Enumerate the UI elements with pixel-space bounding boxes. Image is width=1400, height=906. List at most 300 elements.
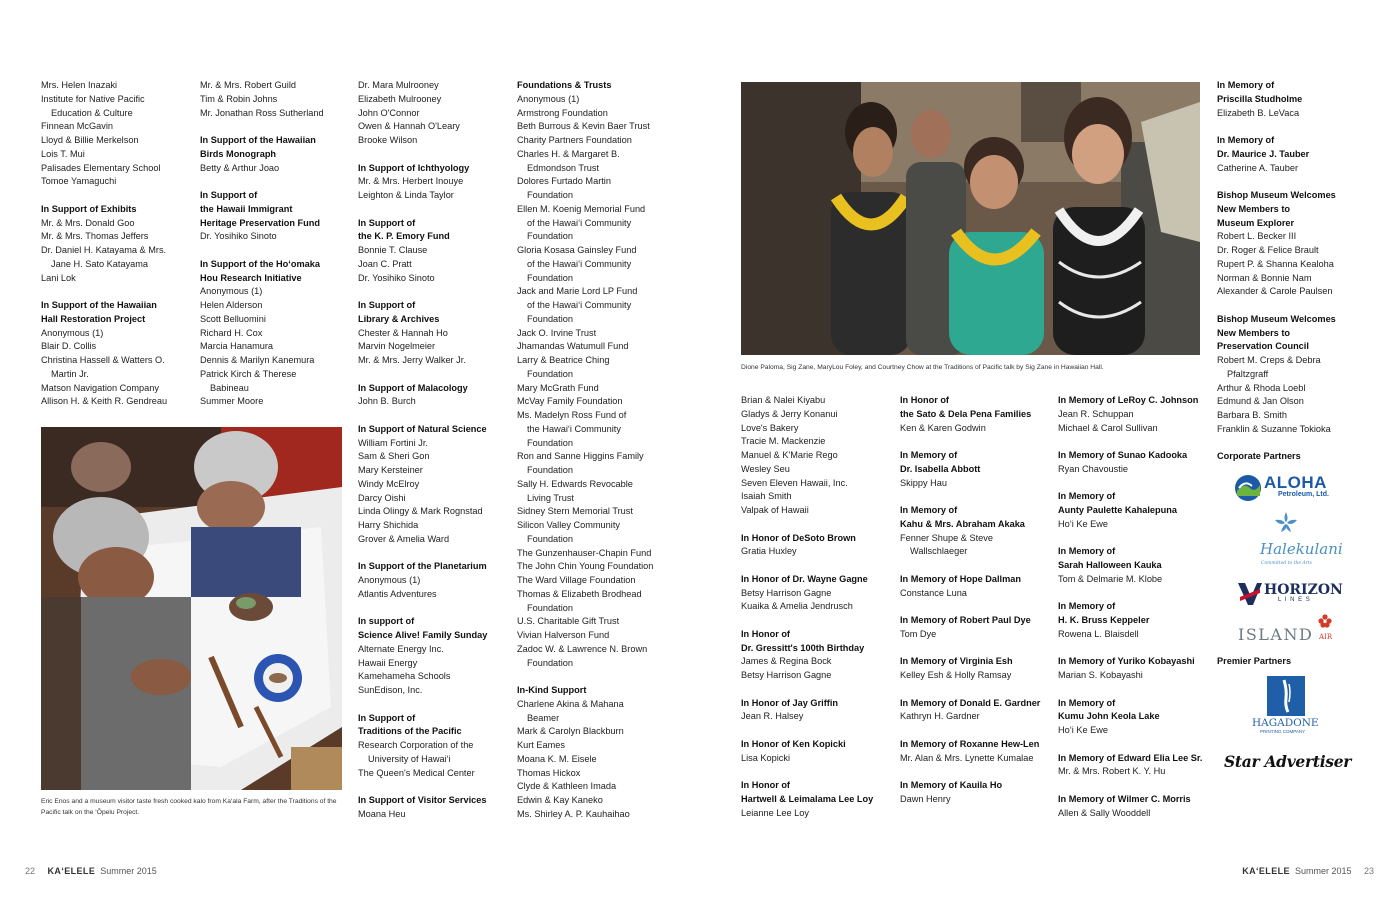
donor-entry: Thomas & Elizabeth Brodhead <box>517 588 642 599</box>
donor-entry: Mr. & Mrs. Herbert Inouye <box>358 176 464 187</box>
section-heading: Dr. Isabella Abbott <box>900 463 981 474</box>
donor-entry: Brian & Nalei Kiyabu <box>741 395 826 405</box>
donor-entry: Betsy Harrison Gagne <box>741 670 832 680</box>
section-heading: In Memory of <box>1058 491 1116 502</box>
section-heading: In Support of Natural Science <box>358 423 487 434</box>
donor-entry: Mrs. Helen Inazaki <box>41 80 118 90</box>
donor-entry: Ron and Sanne Higgins Family <box>517 451 644 462</box>
spacer <box>358 285 510 299</box>
donor-entry: Manuel & K'Marie Rego <box>741 450 838 460</box>
donor-entry: of the Hawai‘i Community <box>527 300 632 310</box>
donor-entry: Joan C. Pratt <box>358 258 412 269</box>
donor-entry: William Fortini Jr. <box>358 437 428 448</box>
section-heading: In Memory of <box>900 505 958 515</box>
section-heading: In Memory of Wilmer C. Morris <box>1058 793 1191 804</box>
donor-entry: Elizabeth Mulrooney <box>358 93 442 104</box>
section-heading: In Honor of Ken Kopicki <box>741 738 846 749</box>
donor-entry: Mary Kersteiner <box>358 465 423 475</box>
spacer <box>1058 435 1206 449</box>
spacer <box>1058 779 1206 793</box>
donor-entry: Kamehameha Schools <box>358 671 451 682</box>
section-heading: Kumu John Keola Lake <box>1058 711 1160 722</box>
section-heading: Hall Restoration Project <box>41 313 146 324</box>
section-heading: Preservation Council <box>1217 341 1309 352</box>
donor-entry: Tom & Delmarie M. Klobe <box>1058 573 1163 584</box>
donor-entry: Matson Navigation Company <box>41 382 159 393</box>
donor-column-3 <box>358 79 510 822</box>
donor-entry: Alternate Energy Inc. <box>358 643 444 654</box>
donor-entry: Charity Partners Foundation <box>517 135 632 145</box>
section-heading: Priscilla Studholme <box>1217 93 1303 104</box>
spacer <box>900 490 1052 504</box>
donor-entry: Tim & Robin Johns <box>200 93 278 104</box>
halekulani-logo <box>1252 510 1343 570</box>
premier-partners-heading <box>1217 655 1367 669</box>
donor-entry: The Queen's Medical Center <box>358 767 475 778</box>
donor-entry: Love's Bakery <box>741 422 799 433</box>
section-heading: In Support of <box>200 190 258 200</box>
donor-entry: Leianne Lee Loy <box>741 807 809 818</box>
donor-entry: U.S. Charitable Gift Trust <box>517 616 620 627</box>
donor-entry: Blair D. Collis <box>41 341 97 352</box>
section-heading: In Memory of Yuriko Kobayashi <box>1058 656 1195 667</box>
section-heading: In Memory of Sunao Kadooka <box>1058 450 1188 460</box>
spacer <box>741 765 893 779</box>
donor-entry: Edmund & Jan Olson <box>1217 396 1304 407</box>
spacer <box>200 175 352 189</box>
donor-entry: Catherine A. Tauber <box>1217 162 1299 173</box>
section-heading: Kahu & Mrs. Abraham Akaka <box>900 518 1025 529</box>
spacer <box>41 189 193 203</box>
section-heading: In Memory of Donald E. Gardner <box>900 697 1041 708</box>
horizon-wordmark: HORIZON <box>1264 582 1343 598</box>
hagadone-logo <box>1250 676 1322 736</box>
donor-entry: Dr. Yosihiko Sinoto <box>358 272 435 283</box>
spacer <box>1058 477 1206 491</box>
donor-entry: Jean R. Halsey <box>741 711 804 722</box>
aloha-wordmark: ALOHA <box>1264 473 1327 492</box>
donor-column-6 <box>900 394 1052 807</box>
island-air-logo <box>1238 614 1336 644</box>
spacer <box>900 600 1052 614</box>
section-heading: In Memory of Roxanne Hew-Len <box>900 738 1040 749</box>
section-heading: In Memory of <box>1217 135 1275 145</box>
spacer <box>358 698 510 712</box>
donor-entry: Beth Burrous & Kevin Baer Trust <box>517 121 650 132</box>
donor-entry: Dennis & Marilyn Kanemura <box>200 355 315 365</box>
donor-entry: Thomas Hickox <box>517 767 581 778</box>
spacer <box>741 614 893 628</box>
donor-entry: Ho‘i Ke Ewe <box>1058 725 1109 735</box>
spacer <box>1058 738 1206 752</box>
section-heading: In Support of <box>358 712 416 723</box>
spacer <box>1058 642 1206 656</box>
donor-entry: Pfaltzgraff <box>1227 368 1269 379</box>
donor-entry: University of Hawai‘i <box>368 753 451 764</box>
donor-entry: Lisa Kopicki <box>741 752 791 763</box>
section-heading: Foundations & Trusts <box>517 80 612 90</box>
photo-sig-zane-talk <box>741 82 1200 355</box>
donor-entry: Mr. Jonathan Ross Sutherland <box>200 107 324 118</box>
donor-entry: Ho‘i Ke Ewe <box>1058 518 1109 529</box>
donor-entry: Kathryn H. Gardner <box>900 711 980 722</box>
donor-entry: Wesley Seu <box>741 463 790 474</box>
star-advertiser-logo <box>1224 752 1352 776</box>
donor-column-4 <box>517 79 669 822</box>
section-heading: In Support of the Hawaiian <box>200 135 316 145</box>
donor-entry: Ms. Shirley A. P. Kauhaihao <box>517 808 630 819</box>
spacer <box>741 724 893 738</box>
donor-entry: Foundation <box>527 368 573 379</box>
donor-entry: Michael & Carol Sullivan <box>1058 422 1158 433</box>
donor-entry: Dolores Furtado Martin <box>517 176 611 187</box>
donor-entry: Lani Lok <box>41 272 76 283</box>
donor-entry: Tom Dye <box>900 628 937 639</box>
donor-entry: Martin Jr. <box>51 368 89 379</box>
section-heading: In Honor of <box>741 780 790 790</box>
spacer <box>741 683 893 697</box>
donor-entry: Clyde & Kathleen Imada <box>517 781 617 792</box>
donor-entry: Wallschlaeger <box>910 546 968 557</box>
donor-entry: Research Corporation of the <box>358 740 474 750</box>
section-heading: New Members to <box>1217 203 1291 214</box>
donor-entry: Foundation <box>527 313 573 324</box>
section-heading: In Memory of Hope Dallman <box>900 573 1021 584</box>
spacer <box>358 203 510 217</box>
spacer <box>517 670 669 684</box>
donor-entry: Harry Shichida <box>358 520 419 530</box>
section-heading: In Honor of <box>900 395 949 405</box>
spacer <box>41 285 193 299</box>
section-heading: Bishop Museum Welcomes <box>1217 313 1336 324</box>
donor-entry: Jack O. Irvine Trust <box>517 327 597 338</box>
spacer <box>900 683 1052 697</box>
section-heading: Library & Archives <box>358 313 440 324</box>
donor-entry: Edwin & Kay Kaneko <box>517 795 603 805</box>
donor-entry: Sally H. Edwards Revocable <box>517 478 633 489</box>
donor-entry: Palisades Elementary School <box>41 162 161 173</box>
spacer <box>741 518 893 532</box>
premier-partners-label: Premier Partners <box>1217 656 1292 666</box>
donor-entry: Marian S. Kobayashi <box>1058 670 1143 680</box>
donor-column-5 <box>741 394 893 820</box>
spacer <box>900 724 1052 738</box>
hagadone-subtitle: PRINTING COMPANY <box>1260 729 1306 734</box>
donor-entry: Anonymous (1) <box>517 93 580 104</box>
section-heading: Hartwell & Leimalama Lee Loy <box>741 793 874 804</box>
donor-entry: Tomoe Yamaguchi <box>41 176 117 187</box>
donor-entry: Anonymous (1) <box>200 286 263 297</box>
donor-entry: Skippy Hau <box>900 477 947 488</box>
donor-entry: Tracie M. Mackenzie <box>741 436 826 447</box>
section-heading: Sarah Halloween Kauka <box>1058 560 1162 570</box>
magazine-name-right: KA‘ELELE <box>1242 866 1290 876</box>
section-heading: In Support of the Ho‘omaka <box>200 258 320 269</box>
donor-entry: Helen Alderson <box>200 300 263 310</box>
section-heading: In Memory of <box>1058 546 1116 557</box>
donor-entry: Mr. & Mrs. Robert Guild <box>200 80 296 90</box>
section-heading: In-Kind Support <box>517 685 587 695</box>
section-heading: In Honor of Dr. Wayne Gagne <box>741 573 868 584</box>
donor-entry: the Hawai‘i Community <box>527 423 621 434</box>
donor-entry: Brooke Wilson <box>358 135 418 145</box>
donor-entry: Edmondson Trust <box>527 162 600 173</box>
donor-entry: Marvin Nogelmeier <box>358 341 436 352</box>
section-heading: the Hawaii Immigrant <box>200 203 293 214</box>
donor-entry: Mark & Carolyn Blackburn <box>517 726 624 737</box>
section-heading: H. K. Bruss Keppeler <box>1058 615 1150 625</box>
footer-right <box>1242 866 1374 876</box>
donor-entry: Foundation <box>527 437 573 448</box>
donor-entry: John O'Connor <box>358 107 420 118</box>
donor-column-7 <box>1058 394 1206 820</box>
page-number-left: 22 <box>25 866 36 876</box>
section-heading: Dr. Gressitt's 100th Birthday <box>741 642 865 653</box>
donor-entry: Valpak of Hawaii <box>741 505 809 515</box>
donor-entry: Beamer <box>527 712 560 723</box>
donor-entry: Mr. & Mrs. Robert K. Y. Hu <box>1058 766 1166 777</box>
section-heading: the K. P. Emory Fund <box>358 231 450 242</box>
donor-entry: SunEdison, Inc. <box>358 685 423 695</box>
donor-entry: Allison H. & Keith R. Gendreau <box>41 396 168 407</box>
donor-entry: Foundation <box>527 272 573 283</box>
section-heading: In Honor of Jay Griffin <box>741 697 838 708</box>
donor-entry: Ms. Madelyn Ross Fund of <box>517 410 627 420</box>
spacer <box>741 559 893 573</box>
section-heading: In Support of Visitor Services <box>358 795 487 805</box>
spacer <box>900 559 1052 573</box>
section-heading: In Memory of Virginia Esh <box>900 656 1013 667</box>
donor-entry: Kelley Esh & Holly Ramsay <box>900 670 1012 680</box>
donor-entry: James & Regina Bock <box>741 656 832 667</box>
spacer <box>1058 532 1206 546</box>
section-heading: Hou Research Initiative <box>200 272 302 283</box>
section-heading: In Memory of <box>900 450 958 460</box>
section-heading: Traditions of the Pacific <box>358 726 462 737</box>
issue-left: Summer 2015 <box>100 866 157 876</box>
section-heading: In Memory of <box>1217 80 1275 90</box>
donor-entry: Dawn Henry <box>900 793 951 804</box>
donor-entry: Scott Belluomini <box>200 313 266 324</box>
aloha-wave-icon <box>1234 474 1262 502</box>
donor-entry: Seven Eleven Hawaii, Inc. <box>741 477 848 488</box>
donor-entry: Leighton & Linda Taylor <box>358 190 454 200</box>
donor-entry: Foundation <box>527 190 573 200</box>
section-heading: In Memory of <box>1058 697 1116 708</box>
donor-entry: Owen & Hannah O'Leary <box>358 121 460 132</box>
donor-entry: Lois T. Mui <box>41 148 85 159</box>
donor-entry: Windy McElroy <box>358 478 420 489</box>
donor-entry: Moana K. M. Eisele <box>517 753 597 764</box>
section-heading: Museum Explorer <box>1217 217 1295 228</box>
donor-entry: Grover & Amelia Ward <box>358 533 450 544</box>
section-heading: In Support of <box>358 300 416 310</box>
section-heading: In Honor of <box>741 628 790 639</box>
section-heading: In Memory of Edward Elia Lee Sr. <box>1058 752 1203 763</box>
spacer <box>200 244 352 258</box>
donor-entry: Gladys & Jerry Konanui <box>741 408 838 419</box>
donor-entry: Larry & Beatrice Ching <box>517 355 610 365</box>
section-heading: In Honor of DeSoto Brown <box>741 532 856 543</box>
donor-entry: Isaiah Smith <box>741 491 792 502</box>
donor-entry: Finnean McGavin <box>41 121 114 132</box>
donor-entry: Norman & Bonnie Nam <box>1217 272 1312 283</box>
section-heading: Bishop Museum Welcomes <box>1217 190 1336 200</box>
donor-entry: Betty & Arthur Joao <box>200 162 280 173</box>
donor-entry: Robert L. Becker III <box>1217 231 1297 242</box>
section-heading: In Support of Malacology <box>358 382 468 393</box>
donor-entry: Christina Hassell & Watters O. <box>41 355 165 365</box>
donor-entry: Foundation <box>527 231 573 242</box>
spacer <box>900 435 1052 449</box>
flower-icon <box>1318 614 1332 628</box>
donor-entry: Lloyd & Billie Merkelson <box>41 135 139 145</box>
spacer <box>1217 437 1367 451</box>
donor-entry: Anonymous (1) <box>41 327 104 338</box>
donor-entry: Bonnie T. Clause <box>358 245 428 255</box>
spacer <box>358 409 510 423</box>
donor-entry: Jhamandas Watumull Fund <box>517 341 629 352</box>
section-heading: In Support of the Hawaiian <box>41 300 157 310</box>
spacer <box>1058 587 1206 601</box>
donor-entry: Jack and Marie Lord LP Fund <box>517 286 638 297</box>
donor-entry: Franklin & Suzanne Tokioka <box>1217 423 1331 434</box>
spacer <box>358 547 510 561</box>
section-heading: Dr. Maurice J. Tauber <box>1217 148 1310 159</box>
donor-entry: Dr. Daniel H. Katayama & Mrs. <box>41 245 167 255</box>
donor-entry: Ken & Karen Godwin <box>900 422 986 433</box>
donor-entry: Summer Moore <box>200 396 264 407</box>
donor-entry: Dr. Mara Mulrooney <box>358 80 439 90</box>
horizon-lines-logo <box>1238 582 1343 606</box>
aloha-petroleum-logo <box>1234 472 1334 504</box>
donor-column-2 <box>200 79 352 409</box>
donor-entry: Betsy Harrison Gagne <box>741 587 832 598</box>
donor-entry: Mr. Alan & Mrs. Lynette Kumalae <box>900 752 1034 763</box>
hagadone-emblem-icon <box>1267 676 1305 716</box>
donor-entry: Darcy Oishi <box>358 492 406 503</box>
donor-entry: Zadoc W. & Lawrence N. Brown <box>517 643 648 654</box>
donor-entry: Foundation <box>527 533 573 544</box>
spacer <box>358 148 510 162</box>
horizon-chevron-icon <box>1238 583 1262 605</box>
donor-entry: Charles H. & Margaret B. <box>517 148 620 159</box>
page-number-right: 23 <box>1363 866 1374 876</box>
spacer <box>900 765 1052 779</box>
donor-entry: Foundation <box>527 657 573 668</box>
donor-entry: Jane H. Sato Katayama <box>51 258 149 269</box>
donor-entry: Robert M. Creps & Debra <box>1217 355 1321 365</box>
donor-entry: Linda Olingy & Mark Rognstad <box>358 506 483 517</box>
section-heading: In Memory of LeRoy C. Johnson <box>1058 395 1199 405</box>
caption-right-photo: Dione Paloma, Sig Zane, MaryLou Foley, and Courtney Chow at the Traditions of Pacific talk by Sig Zane in Hawaiian Hall. <box>741 364 1104 371</box>
donor-entry: The Ward Village Foundation <box>517 575 636 585</box>
island-air-subtitle: AIR <box>1319 633 1333 641</box>
donor-entry: Hawaii Energy <box>358 657 418 668</box>
spacer <box>1217 175 1367 189</box>
donor-entry: Vivian Halverson Fund <box>517 630 610 640</box>
donor-entry: Kuaika & Amelia Jendrusch <box>741 601 853 612</box>
donor-entry: Institute for Native Pacific <box>41 93 145 104</box>
island-air-wordmark: ISLAND <box>1238 625 1314 644</box>
section-heading: In Memory of Robert Paul Dye <box>900 615 1031 625</box>
donor-entry: Silicon Valley Community <box>517 520 620 530</box>
section-heading: New Members to <box>1217 327 1291 338</box>
donor-entry: Mary McGrath Fund <box>517 382 599 393</box>
section-heading: Birds Monograph <box>200 148 277 159</box>
donor-entry: McVay Family Foundation <box>517 396 623 407</box>
halekulani-subtitle: Committed to the Arts <box>1261 561 1312 566</box>
donor-entry: Ryan Chavoustie <box>1058 463 1128 474</box>
donor-entry: Foundation <box>527 602 573 613</box>
section-heading: Corporate Partners <box>1217 451 1301 462</box>
aloha-subtitle: Petroleum, Ltd. <box>1278 491 1329 498</box>
section-heading: the Sato & Dela Pena Families <box>900 408 1032 419</box>
donor-entry: Charlene Akina & Mahana <box>517 698 624 709</box>
donor-entry: Atlantis Adventures <box>358 588 437 599</box>
donor-entry: The Gunzenhauser-Chapin Fund <box>517 547 652 558</box>
donor-entry: Ellen M. Koenig Memorial Fund <box>517 203 646 214</box>
donor-column-1 <box>41 79 193 409</box>
orchid-icon <box>1273 510 1299 536</box>
donor-entry: Foundation <box>527 465 573 475</box>
donor-entry: of the Hawai‘i Community <box>527 258 632 269</box>
section-heading: In Support of <box>358 217 416 228</box>
donor-entry: The John Chin Young Foundation <box>517 561 654 572</box>
donor-entry: of the Hawai‘i Community <box>527 217 632 228</box>
spacer <box>1217 299 1367 313</box>
donor-entry: Patrick Kirch & Therese <box>200 368 297 379</box>
donor-entry: Gratia Huxley <box>741 546 797 557</box>
donor-entry: Constance Luna <box>900 587 967 598</box>
section-heading: In support of <box>358 616 415 627</box>
spacer <box>358 780 510 794</box>
donor-entry: Allen & Sally Wooddell <box>1058 807 1151 818</box>
horizon-subtitle: L I N E S <box>1278 597 1311 603</box>
hagadone-wordmark: HAGADONE <box>1252 717 1319 729</box>
section-heading: In Support of Ichthyology <box>358 162 470 173</box>
donor-entry: Armstrong Foundation <box>517 107 608 118</box>
photo-kalo-tasting <box>41 427 342 790</box>
donor-entry: Dr. Yosihiko Sinoto <box>200 231 277 242</box>
donor-entry: Mr. & Mrs. Donald Goo <box>41 217 135 228</box>
footer-left <box>25 866 157 876</box>
magazine-name-left: KA‘ELELE <box>47 866 96 876</box>
spacer <box>900 642 1052 656</box>
donor-entry: Alexander & Carole Paulsen <box>1217 286 1333 297</box>
donor-entry: Jean R. Schuppan <box>1058 408 1134 419</box>
spacer <box>358 602 510 616</box>
donor-entry: Sidney Stern Memorial Trust <box>517 506 633 517</box>
donor-entry: Dr. Roger & Felice Brault <box>1217 245 1319 255</box>
section-heading: Aunty Paulette Kahalepuna <box>1058 505 1177 515</box>
donor-entry: Mr. & Mrs. Jerry Walker Jr. <box>358 355 466 365</box>
donor-entry: Sam & Sheri Gon <box>358 451 430 462</box>
spacer <box>1217 120 1367 134</box>
donor-entry: Mr. & Mrs. Thomas Jeffers <box>41 231 149 242</box>
donor-entry: Education & Culture <box>51 107 133 118</box>
donor-entry: John B. Burch <box>358 396 416 407</box>
donor-entry: Living Trust <box>527 492 574 503</box>
donor-entry: Gloria Kosasa Gainsley Fund <box>517 245 637 255</box>
caption-left-photo: Eric Enos and a museum visitor taste fresh cooked kalo from Ka‘ala Farm, after the Traditions of the Pacific talk on the ‘Ōpelu Project. <box>41 798 337 816</box>
star-advertiser-wordmark: Star Advertiser <box>1224 752 1352 771</box>
donor-entry: Kurt Eames <box>517 740 565 750</box>
section-heading: In Support of the Planetarium <box>358 561 487 572</box>
section-heading: In Memory of <box>1058 601 1116 612</box>
donor-entry: Elizabeth B. LeVaca <box>1217 107 1300 118</box>
issue-right: Summer 2015 <box>1294 866 1352 876</box>
